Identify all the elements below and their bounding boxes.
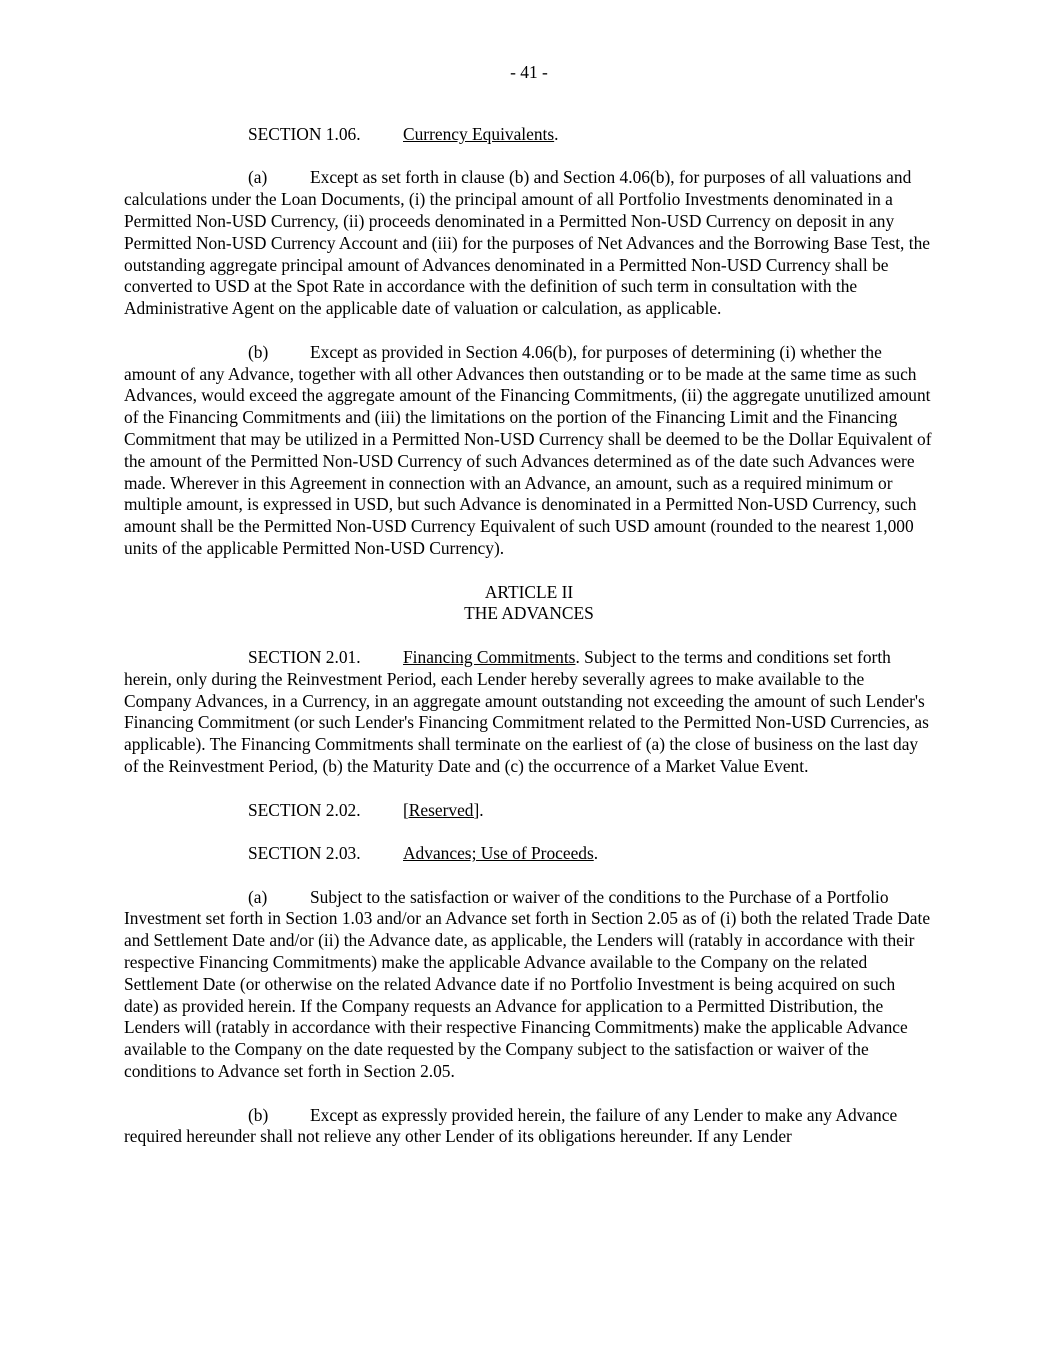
section-number: SECTION 2.03.: [248, 843, 361, 864]
section-title: Currency Equivalents: [403, 123, 555, 144]
section-text: . Subject to the terms and conditions set forth herein, only during the Reinvestment Period, each Lender hereby severally agrees to make available to the Company Advances, in a Currency, in an aggregate amount outstanding not exceeding the amount of such Lender's Financing Commitment (or such Lender's Financing Commitment related to the Permitted Non-USD Currencies, as applicable). The Financing Commitments shall terminate on the earliest of (a) the close of business on the last day of the Reinvestment Period, (b) the Maturity Date and (c) the occurrence of a Market Value Event.: [124, 646, 929, 776]
clause-text: Subject to the satisfaction or waiver of the conditions to the Purchase of a Portfolio Investment set forth in Section 1.03 and/or an Advance set forth in Section 2.05 as of (i) both the related Trade Date and Settlement Date and/or (ii) the Advance date, as applicable, the Lenders will (ratably in accordance with their respective Financing Commitments) make the applicable Advance available to the Company on the related Settlement Date (or otherwise on the related Advance date if no Portfolio Investment is being acquired on such date) as provided herein. If the Company requests an Advance for application to a Permitted Distribution, the Lenders will (ratably in accordance with their respective Financing Commitments) make the applicable Advance available to the Company on the date requested by the Company subject to the satisfaction or waiver of the conditions to Advance set forth in Section 2.05.: [124, 886, 931, 1082]
section-title-suffix: .: [479, 799, 484, 820]
page-number: - 41 -: [510, 62, 548, 82]
section-number: SECTION 2.02.: [248, 799, 361, 820]
section-number: SECTION 2.01.: [248, 646, 361, 667]
clause-label: (a): [248, 886, 268, 907]
section-title-suffix: .: [593, 843, 599, 864]
section-title: Financing Commitments: [403, 646, 576, 667]
section-2-02-heading: [124, 800, 934, 822]
section-1-06-heading: [124, 124, 934, 146]
section-1-06-clause-a: [124, 167, 934, 320]
clause-label: (b): [248, 1104, 269, 1125]
article-number: ARTICLE II: [484, 581, 574, 602]
section-title-suffix: .: [554, 123, 559, 144]
clause-label: (b): [248, 341, 269, 362]
section-title: [Reserved]: [403, 799, 480, 820]
clause-text: Except as provided in Section 4.06(b), for purposes of determining (i) whether the amount of any Advance, together with all other Advances then outstanding or to be made at the same time as such Advances, would exceed the aggregate amount of the Financing Commitments, (ii) the aggregate unutilized amount of the Financing Commitments and (iii) the limitations on the portion of the Financing Limit and the Financing Commitment that may be utilized in a Permitted Non-USD Currency shall be deemed to be the Dollar Equivalent of the amount of the Permitted Non-USD Currency of such Advances determined as of the date such Advances were made. Wherever in this Agreement in connection with an Advance, an amount, such as a required minimum or multiple amount, is expressed in USD, but such Advance is denominated in a Permitted Non-USD Currency, such amount shall be the Permitted Non-USD Currency Equivalent of such USD amount (rounded to the nearest 1,000 units of the applicable Permitted Non-USD Currency).: [124, 341, 932, 558]
section-2-03-clause-a: [124, 887, 934, 1083]
document-page: [124, 62, 934, 1170]
section-2-03-clause-b: [124, 1105, 934, 1149]
section-number: SECTION 1.06.: [248, 123, 361, 144]
article-heading: [124, 582, 934, 626]
section-title: Advances; Use of Proceeds: [403, 843, 594, 864]
clause-text: Except as expressly provided herein, the failure of any Lender to make any Advance required hereunder shall not relieve any other Lender of its obligations hereunder. If any Lender: [124, 1104, 898, 1147]
section-2-01: [124, 647, 934, 778]
clause-text: Except as set forth in clause (b) and Section 4.06(b), for purposes of all valuations and calculations under the Loan Documents, (i) the principal amount of all Portfolio Investments denominated in a Permitted Non-USD Currency, (ii) proceeds denominated in a Permitted Non-USD Currency on deposit in any Permitted Non-USD Currency Account and (iii) for the purposes of Net Advances and the Borrowing Base Test, the outstanding aggregate principal amount of Advances denominated in a Permitted Non-USD Currency shall be converted to USD at the Spot Rate in accordance with the definition of such term in consultation with the Administrative Agent on the applicable date of valuation or calculation, as applicable.: [124, 167, 930, 319]
clause-label: (a): [248, 167, 268, 188]
section-2-03-heading: [124, 843, 934, 865]
article-title: THE ADVANCES: [464, 603, 594, 624]
section-1-06-clause-b: [124, 342, 934, 560]
